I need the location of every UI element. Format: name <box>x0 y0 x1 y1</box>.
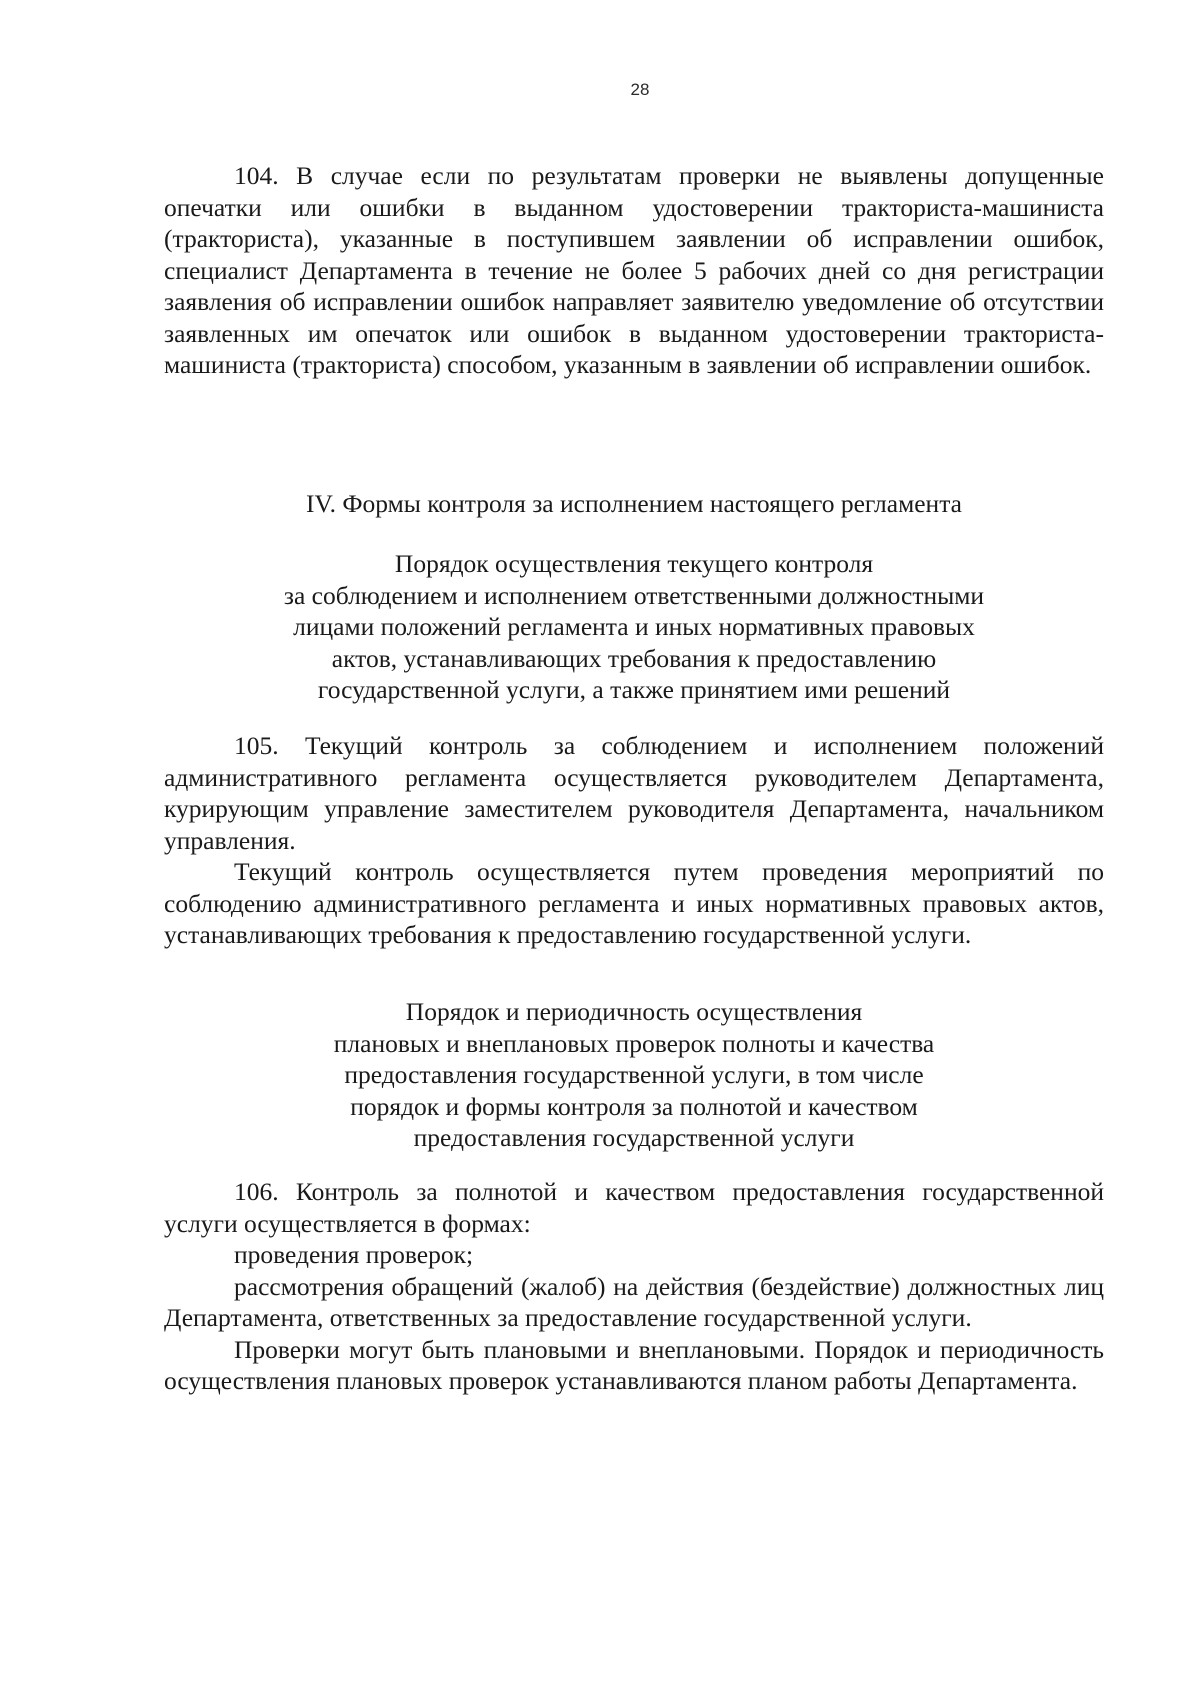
subheading-line: порядок и формы контроля за полнотой и качеством <box>350 1091 918 1121</box>
section-iv-title <box>164 488 1104 520</box>
paragraph-105 <box>164 730 1104 951</box>
subheading-line: Порядок осуществления текущего контроля <box>394 549 874 578</box>
paragraph-106 <box>164 1176 1104 1397</box>
page-number: 28 <box>630 80 650 99</box>
section-title: IV. Формы контроля за исполнением настоящего регламента <box>306 489 962 518</box>
paragraph-105-text-2: Текущий контроль осуществляется путем проведения мероприятий по соблюдению административного регламента и иных нормативных правовых актов, устанавливающих требования к предоставлению государственной услуги. <box>164 857 1104 949</box>
paragraph-106-text-2: Проверки могут быть плановыми и внеплановыми. Порядок и периодичность осуществления плановых проверок устанавливаются планом работы Департамента. <box>164 1334 1104 1395</box>
paragraph-106-item-2: рассмотрения обращений (жалоб) на действия (бездействие) должностных лиц Департамента, ответственных за предоставление государственной услуги. <box>164 1271 1104 1332</box>
subheading-line: за соблюдением и исполнением ответственными должностными <box>283 580 985 610</box>
subheading-line: актов, устанавливающих требования к предоставлению <box>331 643 937 673</box>
paragraph-106-text: 106. Контроль за полнотой и качеством предоставления государственной услуги осуществляется в формах: <box>164 1177 1104 1238</box>
paragraph-104 <box>164 160 1104 381</box>
subheading-line: лицами положений регламента и иных нормативных правовых <box>293 612 975 641</box>
subheading-line: предоставления государственной услуги, в том числе <box>344 1060 924 1089</box>
paragraph-104-text: 104. В случае если по результатам проверки не выявлены допущенные опечатки или ошибки в выданном удостоверении тракториста-машиниста (тракториста), указанные в поступившем заявлении об исправлении ошибок, специалист Департамента в течение не более 5 рабочих дней со дня регистрации заявления об исправлении ошибок направляет заявителю уведомление об отсутствии заявленных им опечаток или ошибок в выданном удостоверении тракториста-машиниста (тракториста) способом, указанным в заявлении об исправлении ошибок. <box>164 161 1104 379</box>
paragraph-106-item-1: проведения проверок; <box>234 1240 474 1269</box>
paragraph-105-text: 105. Текущий контроль за соблюдением и исполнением положений административного регламента осуществляется руководителем Департамента, курирующим управление заместителем руководителя Департамента, начальником управления. <box>164 731 1104 855</box>
subheading-current-control <box>164 548 1104 706</box>
subheading-line: государственной услуги, а также принятием ими решений <box>317 675 951 704</box>
subheading-line: Порядок и периодичность осуществления <box>405 997 863 1026</box>
subheading-line: предоставления государственной услуги <box>413 1123 855 1152</box>
subheading-line: плановых и внеплановых проверок полноты и качества <box>333 1028 935 1058</box>
subheading-inspections <box>164 996 1104 1154</box>
